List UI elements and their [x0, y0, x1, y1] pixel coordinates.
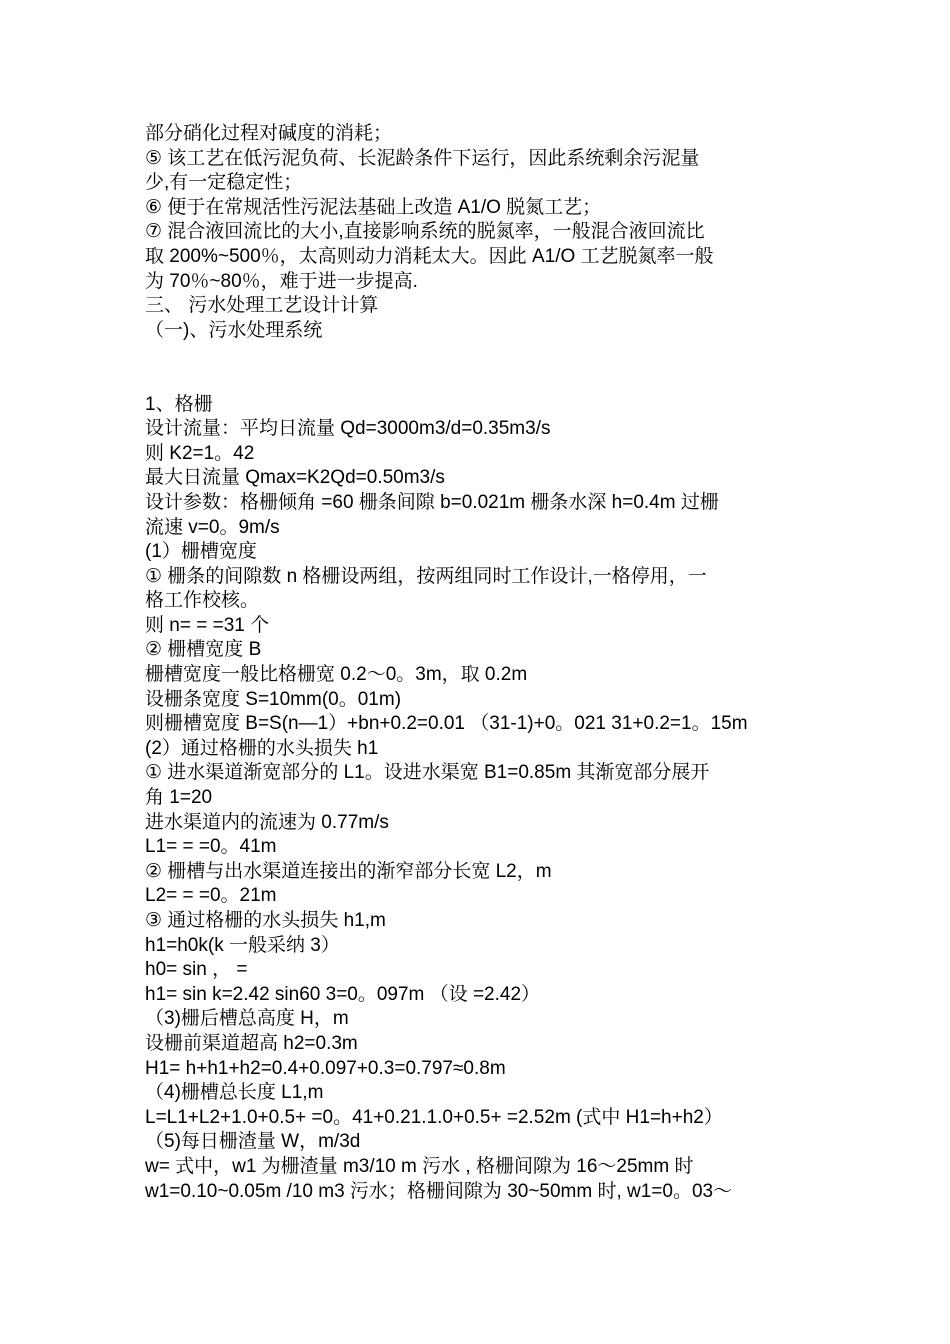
- text-line: ② 栅槽宽度 B: [145, 639, 262, 661]
- text-line: (1）栅槽宽度: [145, 541, 257, 563]
- text-line: ⑥ 便于在常规活性污泥法基础上改造 A1/O 脱氮工艺；: [145, 196, 602, 218]
- text-line: 设计参数：格栅倾角 =60 栅条间隙 b=0.021m 栅条水深 h=0.4m 过栅: [145, 491, 719, 513]
- text-line: 角 1=20: [145, 787, 213, 809]
- text-line: ③ 通过格栅的水头损失 h1,m: [145, 910, 386, 931]
- text-line: h1= sin k=2.42 sin60 3=0。097m （设 =2.42）: [145, 983, 541, 1005]
- text-line: 则栅槽宽度 B=S(n—1）+bn+0.2=0.01 （31-1)+0。021 31+0.2=1。15m: [145, 713, 748, 735]
- text-line: 为 70％~80％，难于进一步提高.: [145, 270, 418, 292]
- text-line: ① 栅条的间隙数 n 格栅设两组，按两组同时工作设计,一格停用，一: [145, 565, 707, 587]
- text-line: （一)、污水处理系统: [145, 319, 323, 341]
- text-line: 1、格栅: [145, 393, 213, 415]
- text-line: ⑤ 该工艺在低污泥负荷、长泥龄条件下运行，因此系统剩余污泥量: [145, 147, 700, 169]
- text-section-intro: [145, 122, 813, 343]
- text-line: ① 进水渠道渐宽部分的 L1。设进水渠宽 B1=0.85m 其渐宽部分展开: [145, 762, 710, 784]
- text-line: (2）通过格栅的水头损失 h1: [145, 737, 379, 759]
- text-line: L1= = =0。41m: [145, 836, 277, 858]
- text-line: 则 n= = =31 个: [145, 614, 270, 636]
- text-line: w1=0.10~0.05m /10 m3 污水；格栅间隙为 30~50mm 时, w1=0。03～: [145, 1180, 733, 1202]
- text-line: L2= = =0。21m: [145, 885, 277, 907]
- paragraph-gap: [145, 343, 813, 392]
- text-line: 部分硝化过程对碱度的消耗；: [145, 123, 393, 144]
- text-line: （3)栅后槽总高度 H，m: [145, 1008, 349, 1030]
- text-line: 流速 v=0。9m/s: [145, 516, 280, 538]
- text-line: H1= h+h1+h2=0.4+0.097+0.3=0.797≈0.8m: [145, 1057, 506, 1079]
- text-line: 格工作校核。: [145, 590, 260, 612]
- text-line: 设栅条宽度 S=10mm(0。01m): [145, 688, 402, 710]
- text-line: ⑦ 混合液回流比的大小,直接影响系统的脱氮率，一般混合液回流比: [145, 221, 705, 243]
- text-section-grille-calculation: [145, 393, 813, 1205]
- text-line: ② 栅槽与出水渠道连接出的渐窄部分长宽 L2，m: [145, 860, 552, 882]
- document-body: [145, 122, 813, 1204]
- text-line: w= 式中，w1 为栅渣量 m3/10 m 污水 , 格栅间隙为 16～25mm 时: [145, 1155, 694, 1177]
- text-line: 设栅前渠道超高 h2=0.3m: [145, 1032, 358, 1054]
- text-line: L=L1+L2+1.0+0.5+ =0。41+0.21.1.0+0.5+ =2.52m (式中 H1=h+h2）: [145, 1106, 723, 1128]
- text-line: 栅槽宽度一般比格栅宽 0.2～0。3m，取 0.2m: [145, 664, 528, 686]
- text-line: （5)每日栅渣量 W，m/3d: [145, 1131, 361, 1153]
- text-line: 取 200%~500％，太高则动力消耗太大。因此 A1/O 工艺脱氮率一般: [145, 245, 714, 267]
- text-line: （4)栅槽总长度 L1,m: [145, 1082, 324, 1104]
- text-line: 则 K2=1。42: [145, 442, 255, 464]
- text-line: 最大日流量 Qmax=K2Qd=0.50m3/s: [145, 467, 445, 489]
- text-line: 三、 污水处理工艺设计计算: [145, 295, 379, 317]
- text-line: h1=h0k(k 一般采纳 3）: [145, 934, 340, 956]
- text-line: 进水渠道内的流速为 0.77m/s: [145, 811, 389, 833]
- text-line: h0= sin ， =: [145, 959, 248, 981]
- text-line: 少,有一定稳定性；: [145, 172, 303, 194]
- text-line: 设计流量：平均日流量 Qd=3000m3/d=0.35m3/s: [145, 418, 551, 440]
